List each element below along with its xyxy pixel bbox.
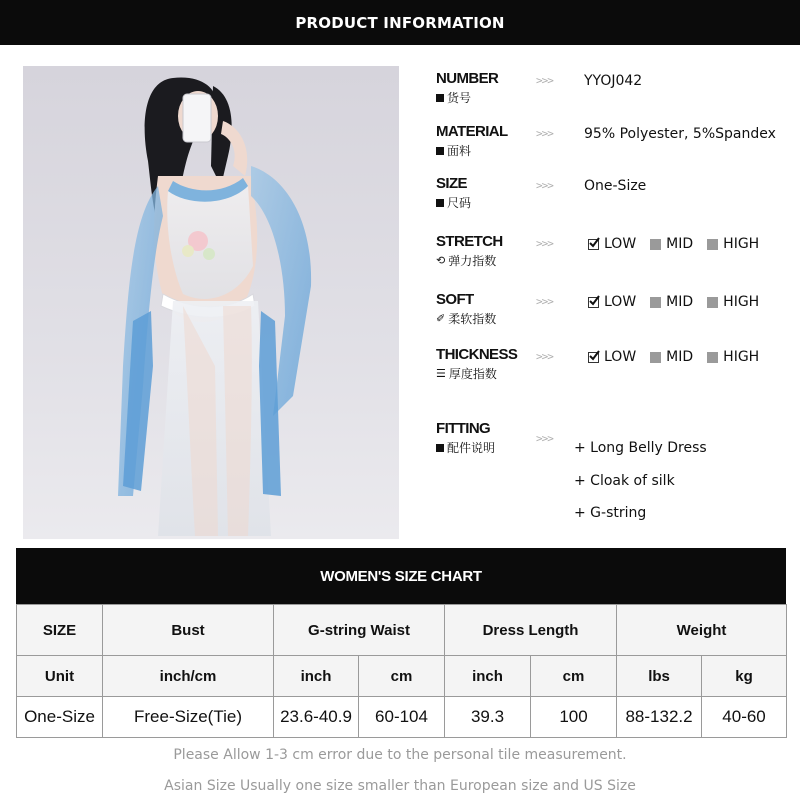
spec-stretch-label-zh: ⟲ 弹力指数 <box>436 254 497 268</box>
checkbox-low-checked-icon <box>588 352 599 363</box>
col-header-weight: Weight <box>617 605 787 656</box>
square-bullet-icon <box>436 199 444 207</box>
spec-material-value: 95% Polyester, 5%Spandex <box>584 126 776 142</box>
feather-icon: ✐ <box>436 312 446 325</box>
checkbox-mid-icon <box>650 297 661 308</box>
page-title: PRODUCT INFORMATION <box>295 13 505 32</box>
size-table <box>16 604 787 738</box>
stretch-levels <box>588 236 773 252</box>
col-header-gstring-waist: G-string Waist <box>274 605 445 656</box>
size-table-header-row <box>17 605 787 656</box>
spec-stretch-label: STRETCH <box>436 233 503 250</box>
size-chart-header <box>16 548 786 604</box>
spec-soft-label-zh: ✐ 柔软指数 <box>436 312 497 326</box>
spec-material-label-zh: 面料 <box>436 142 471 159</box>
col-header-bust: Bust <box>103 605 274 656</box>
checkbox-high-icon <box>707 239 718 250</box>
checkbox-mid-icon <box>650 239 661 250</box>
level-mid-label: MID <box>666 236 694 252</box>
arrows-icon: >>> <box>536 74 553 87</box>
spec-number-value: YYOJ042 <box>584 73 643 89</box>
size-note: Asian Size Usually one size smaller than European size and US Size <box>164 778 636 794</box>
product-photo-illustration <box>23 66 399 539</box>
soft-levels <box>588 294 773 310</box>
spec-number-label: NUMBER <box>436 70 499 87</box>
square-bullet-icon <box>436 444 444 452</box>
level-low-label: LOW <box>604 294 637 310</box>
square-bullet-icon <box>436 147 444 155</box>
table-cell: 100 <box>531 697 617 738</box>
fitting-item: + Cloak of silk <box>574 472 675 489</box>
spec-size-label-zh: 尺码 <box>436 194 471 211</box>
spec-number-label-zh: 货号 <box>436 89 471 106</box>
unit-cell: cm <box>359 656 445 697</box>
arrows-icon: >>> <box>536 350 553 363</box>
table-row <box>17 697 787 738</box>
checkbox-low-checked-icon <box>588 239 599 250</box>
arrows-icon: >>> <box>536 295 553 308</box>
arrows-icon: >>> <box>536 432 553 445</box>
table-cell: Free-Size(Tie) <box>103 697 274 738</box>
thickness-levels <box>588 349 773 365</box>
table-cell: 88-132.2 <box>617 697 702 738</box>
unit-cell: inch/cm <box>103 656 274 697</box>
table-cell: 60-104 <box>359 697 445 738</box>
unit-cell: inch <box>445 656 531 697</box>
checkbox-mid-icon <box>650 352 661 363</box>
header-bar <box>0 0 800 45</box>
spec-thickness-label-zh: ☰ 厚度指数 <box>436 367 497 381</box>
unit-cell: kg <box>702 656 787 697</box>
unit-cell: Unit <box>17 656 103 697</box>
spec-size-label: SIZE <box>436 175 467 192</box>
measurement-note: Please Allow 1-3 cm error due to the personal tile measurement. <box>173 747 627 763</box>
spec-thickness-label: THICKNESS <box>436 346 518 363</box>
table-cell: 40-60 <box>702 697 787 738</box>
level-mid-label: MID <box>666 294 694 310</box>
layers-icon: ☰ <box>436 367 446 380</box>
product-photo <box>23 66 399 539</box>
arrows-icon: >>> <box>536 127 553 140</box>
level-mid-label: MID <box>666 349 694 365</box>
fitting-list <box>574 432 707 530</box>
arrows-icon: >>> <box>536 179 553 192</box>
arrows-icon: >>> <box>536 237 553 250</box>
spec-soft-label: SOFT <box>436 291 474 308</box>
level-high-label: HIGH <box>723 349 760 365</box>
level-high-label: HIGH <box>723 236 760 252</box>
table-cell: One-Size <box>17 697 103 738</box>
table-cell: 23.6-40.9 <box>274 697 359 738</box>
size-chart <box>16 548 786 736</box>
size-chart-title: WOMEN'S SIZE CHART <box>320 567 482 585</box>
col-header-dress-length: Dress Length <box>445 605 617 656</box>
checkbox-high-icon <box>707 297 718 308</box>
level-low-label: LOW <box>604 236 637 252</box>
spec-material-label: MATERIAL <box>436 123 508 140</box>
unit-cell: inch <box>274 656 359 697</box>
table-cell: 39.3 <box>445 697 531 738</box>
spec-fitting-label: FITTING <box>436 420 491 437</box>
spec-fitting-label-zh: 配件说明 <box>436 439 495 456</box>
fitting-item: + G-string <box>574 505 647 521</box>
spec-size-value: One-Size <box>584 178 647 194</box>
square-bullet-icon <box>436 94 444 102</box>
unit-cell: cm <box>531 656 617 697</box>
level-high-label: HIGH <box>723 294 760 310</box>
stretch-icon: ⟲ <box>436 254 446 267</box>
col-header-size: SIZE <box>17 605 103 656</box>
size-table-unit-row <box>17 656 787 697</box>
level-low-label: LOW <box>604 349 637 365</box>
checkbox-low-checked-icon <box>588 297 599 308</box>
checkbox-high-icon <box>707 352 718 363</box>
fitting-item: + Long Belly Dress <box>574 440 707 456</box>
unit-cell: lbs <box>617 656 702 697</box>
